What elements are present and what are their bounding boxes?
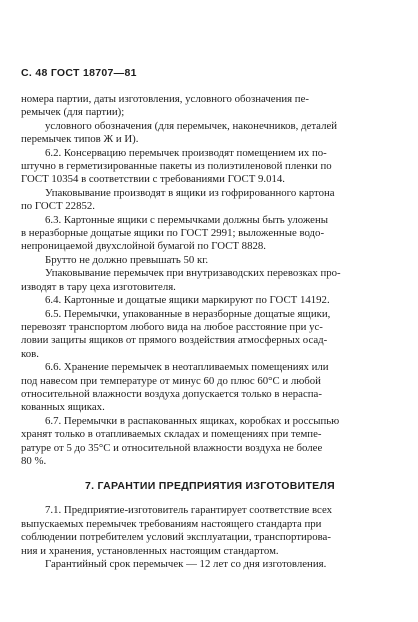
text-line: штучно в герметизированные пакеты из полиэтиленовой пленки по: [21, 160, 332, 173]
text-line: номера партии, даты изготовления, условного обозначения пе-: [21, 93, 309, 105]
text-line: изводят в тару цеха изготовителя.: [21, 280, 176, 293]
text-line: перевозят транспортом любого вида на любое расстояние при ус-: [21, 320, 323, 333]
section-7-heading: 7. ГАРАНТИИ ПРЕДПРИЯТИЯ ИЗГОТОВИТЕЛЯ: [84, 480, 335, 493]
text-line: в неразборные дощатые ящики по ГОСТ 2991; выложенные водо-: [21, 227, 325, 240]
text-line: ратуре от 5 до 35°С и относительной влажности воздуха не более: [21, 441, 323, 454]
text-line: кованных ящиках.: [21, 401, 105, 414]
text-line: перемычек типов Ж и И).: [21, 133, 139, 146]
clause-7-1: 7.1. Предприятие-изготовитель гарантирует соответствие всех: [45, 504, 333, 517]
text-line: Брутто не должно превышать 50 кг.: [45, 253, 209, 266]
text-line: относительной влажности воздуха допускается только в нераспа-: [21, 387, 322, 400]
text-line: хранят только в отапливаемых складах и помещениях при темпе-: [21, 428, 322, 441]
text-line: 80 %.: [21, 454, 47, 467]
clause-6-7: 6.7. Перемычки в распакованных ящиках, коробках и россыпью: [45, 414, 340, 427]
clause-6-2: 6.2. Консервацию перемычек производят помещением их по-: [45, 146, 327, 159]
text-line: соблюдении потребителем условий эксплуатации, транспортирова-: [21, 531, 331, 544]
text-line: ния и хранения, установленных настоящим стандартом.: [21, 544, 279, 557]
text-line: ловии защиты ящиков от прямого воздействия атмосферных осад-: [21, 334, 328, 347]
text-line: выпускаемых перемычек требованиям настоящего стандарта при: [21, 517, 322, 530]
text-line: условного обозначения (для перемычек, наконечников, деталей: [45, 119, 338, 132]
clause-6-4: 6.4. Картонные и дощатые ящики маркируют по ГОСТ 14192.: [45, 294, 330, 307]
clause-6-3: 6.3. Картонные ящики с перемычками должны быть уложены: [45, 213, 329, 226]
text-line: непроницаемой двухслойной бумагой по ГОСТ 8828.: [21, 240, 266, 253]
text-line: ГОСТ 10354 в соответствии с требованиями ГОСТ 9.014.: [21, 173, 285, 186]
warranty-period-line: Гарантийный срок перемычек — 12 лет со дня изготовления.: [45, 558, 327, 570]
document-body: [21, 93, 399, 571]
text-line: Упаковывание перемычек при внутризаводских перевозках про-: [45, 267, 341, 280]
clause-6-5: 6.5. Перемычки, упакованные в неразборные дощатые ящики,: [45, 307, 331, 320]
text-line: под навесом при температуре от минус 60 до плюс 60°С и любой: [21, 374, 321, 387]
text-line: ремычек (для партии);: [21, 106, 125, 119]
page-header: С. 48 ГОСТ 18707—81: [21, 67, 137, 79]
text-line: по ГОСТ 22852.: [21, 200, 95, 213]
clause-6-6: 6.6. Хранение перемычек в неотапливаемых помещениях или: [45, 361, 329, 374]
text-line: Упаковывание производят в ящики из гофрированного картона: [45, 186, 335, 199]
text-line: ков.: [21, 347, 39, 360]
